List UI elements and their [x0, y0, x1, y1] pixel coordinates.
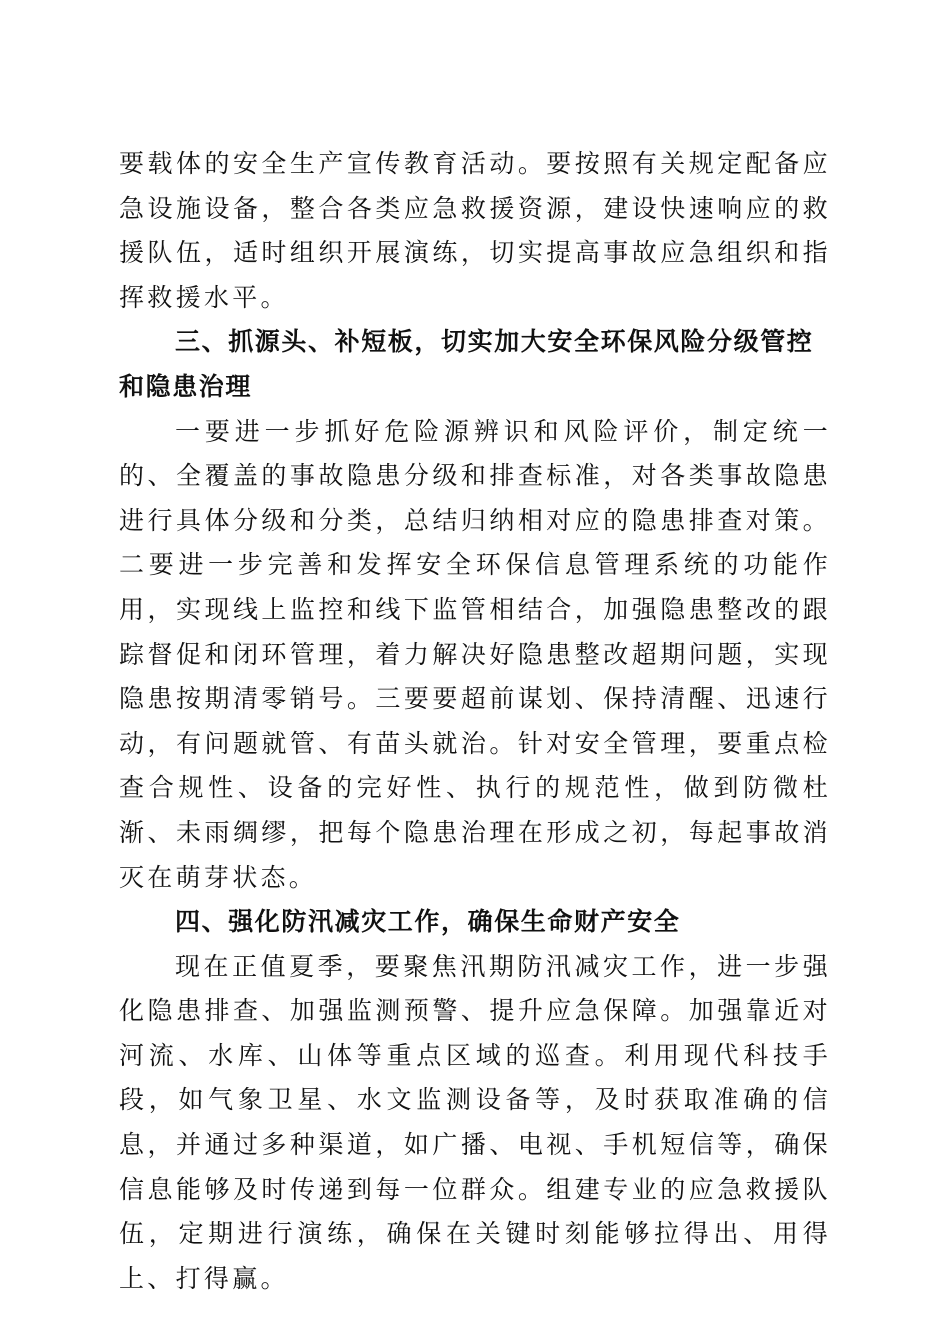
section-heading-4: 四、强化防汛减灾工作，确保生命财产安全: [175, 907, 681, 937]
section-heading-3: 三、抓源头、补短板，切实加大安全环保风险分级管控和隐患治理: [119, 327, 814, 401]
paragraph-section-4: 现在正值夏季，要聚焦汛期防汛减灾工作，进一步强化隐患排查、加强监测预警、提升应急保障。加强靠近对河流、水库、山体等重点区域的巡查。利用现代科技手段，如气象卫星、水文监测设备等，及时获取准确的信息，并通过多种渠道，如广播、电视、手机短信等，确保信息能够及时传递到每一位群众。组建专业的应急救援队伍，定期进行演练，确保在关键时刻能够拉得出、用得上、打得赢。: [119, 951, 831, 1293]
document-body: [119, 142, 831, 1301]
paragraph-continuation: 要载体的安全生产宣传教育活动。要按照有关规定配备应急设施设备，整合各类应急救援资源，建设快速响应的救援队伍，适时组织开展演练，切实提高事故应急组织和指挥救援水平。: [119, 149, 831, 312]
paragraph-section-3: 一要进一步抓好危险源辨识和风险评价，制定统一的、全覆盖的事故隐患分级和排查标准，对各类事故隐患进行具体分级和分类，总结归纳相对应的隐患排查对策。二要进一步完善和发挥安全环保信息管理系统的功能作用，实现线上监控和线下监管相结合，加强隐患整改的跟踪督促和闭环管理，着力解决好隐患整改超期问题，实现隐患按期清零销号。三要要超前谋划、保持清醒、迅速行动，有问题就管、有苗头就治。针对安全管理，要重点检查合规性、设备的完好性、执行的规范性，做到防微杜渐、未雨绸缪，把每个隐患治理在形成之初，每起事故消灭在萌芽状态。: [119, 416, 831, 892]
